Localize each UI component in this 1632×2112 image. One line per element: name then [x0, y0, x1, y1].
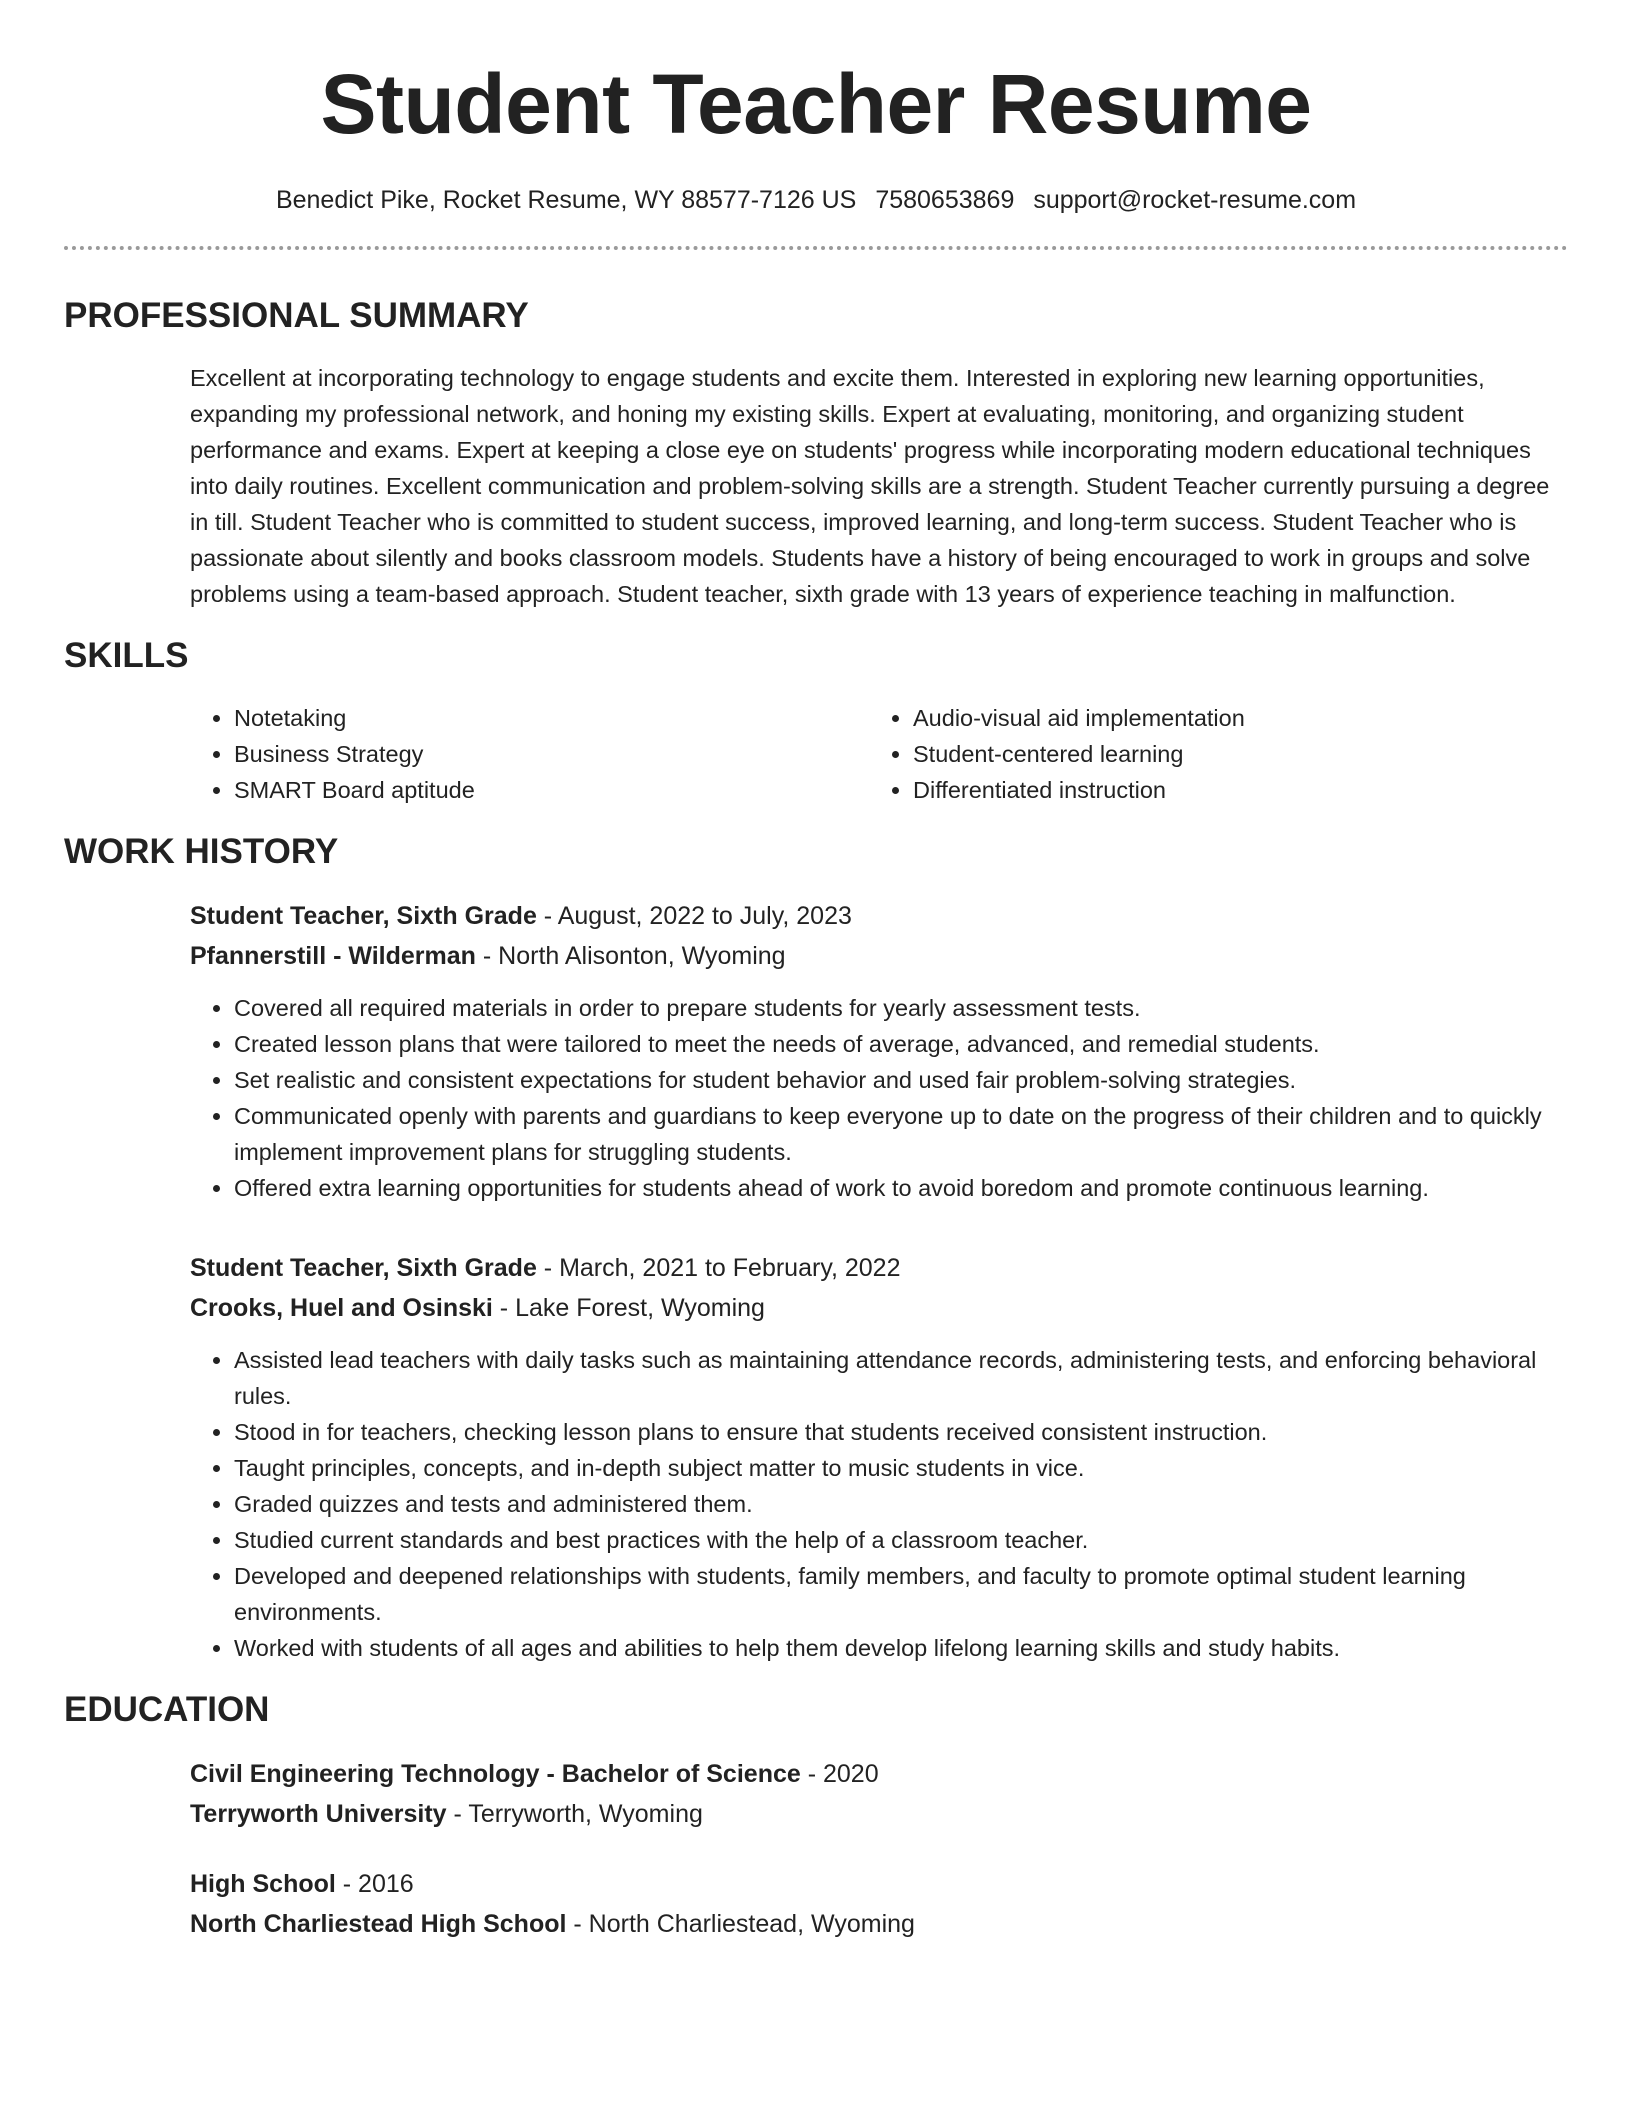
skills-section — [64, 634, 1568, 808]
job-title-line — [190, 896, 1568, 936]
skills-list-right — [869, 700, 1568, 808]
skill-item: • Business Strategy — [234, 736, 869, 772]
job-location: - North Alisonton, Wyoming — [475, 942, 786, 970]
education-school: Terryworth University — [190, 1800, 447, 1828]
work-section — [64, 830, 1568, 1666]
contact-address: Benedict Pike, Rocket Resume, WY 88577-7126 US — [275, 186, 857, 214]
summary-section — [64, 294, 1568, 612]
job-title: Student Teacher, Sixth Grade — [190, 902, 537, 930]
education-degree-line — [190, 1754, 1568, 1794]
education-location: - North Charliestead, Wyoming — [566, 1910, 915, 1938]
education-year: - 2020 — [800, 1760, 879, 1788]
job-company: Pfannerstill - Wilderman — [190, 942, 476, 970]
education-location: - Terryworth, Wyoming — [446, 1800, 703, 1828]
job-duty: • Set realistic and consistent expectations for student behavior and used fair problem-solving strategies. — [234, 1062, 1568, 1098]
job-duty: • Worked with students of all ages and abilities to help them develop lifelong learning skills and study habits. — [234, 1630, 1568, 1666]
education-school: North Charliestead High School — [190, 1910, 567, 1938]
job-dates: - March, 2021 to February, 2022 — [536, 1254, 901, 1282]
job-duties-list — [190, 1342, 1568, 1666]
job-company-line — [190, 936, 1568, 976]
job-duty: • Stood in for teachers, checking lesson plans to ensure that students received consistent instruction. — [234, 1414, 1568, 1450]
job-duty: • Communicated openly with parents and guardians to keep everyone up to date on the progress of their children and to quickly implement improvement plans for struggling students. — [234, 1098, 1568, 1170]
job-duty: • Assisted lead teachers with daily tasks such as maintaining attendance records, administering tests, and enforcing behavioral rules. — [234, 1342, 1568, 1414]
education-entry — [190, 1864, 1568, 1944]
job-duty: • Offered extra learning opportunities for students ahead of work to avoid boredom and promote continuous learning. — [234, 1170, 1568, 1206]
education-degree: High School — [190, 1870, 336, 1898]
job-duty: • Covered all required materials in order to prepare students for yearly assessment tests. — [234, 990, 1568, 1026]
job-duty: • Created lesson plans that were tailored to meet the needs of average, advanced, and remedial students. — [234, 1026, 1568, 1062]
education-degree: Civil Engineering Technology - Bachelor of Science — [190, 1760, 801, 1788]
job-entry — [190, 1248, 1568, 1666]
skills-grid — [190, 700, 1568, 808]
summary-heading: PROFESSIONAL SUMMARY — [64, 296, 529, 335]
education-section — [64, 1688, 1568, 1944]
contact-phone: 7580653869 — [875, 186, 1015, 214]
job-duty: • Studied current standards and best practices with the help of a classroom teacher. — [234, 1522, 1568, 1558]
education-school-line — [190, 1904, 1568, 1944]
work-heading: WORK HISTORY — [64, 832, 339, 871]
education-degree-line — [190, 1864, 1568, 1904]
job-duties-list — [190, 990, 1568, 1206]
header-divider — [64, 246, 1568, 250]
skill-item: • Differentiated instruction — [913, 772, 1568, 808]
skill-item: • SMART Board aptitude — [234, 772, 869, 808]
skill-item: • Audio-visual aid implementation — [913, 700, 1568, 736]
education-entry — [190, 1754, 1568, 1834]
education-heading: EDUCATION — [64, 1690, 270, 1729]
job-duty: • Graded quizzes and tests and administered them. — [234, 1486, 1568, 1522]
job-title: Student Teacher, Sixth Grade — [190, 1254, 537, 1282]
job-dates: - August, 2022 to July, 2023 — [536, 902, 852, 930]
summary-text: Excellent at incorporating technology to engage students and excite them. Interested in exploring new learning opportunities, expanding my professional network, and honing my existing skills. Expert at evaluating, monitoring, and organizing student performance and exams. Expert at keeping a close eye on students' progress while incorporating modern educational techniques into daily routines. Excellent communication and problem-solving skills are a strength. Student Teacher currently pursuing a degree in till. Student Teacher who is committed to student success, improved learning, and long-term success. Student Teacher who is passionate about silently and books classroom models. Students have a history of being encouraged to work in groups and solve problems using a team-based approach. Student teacher, sixth grade with 13 years of experience teaching in malfunction. — [190, 365, 1550, 607]
job-company-line — [190, 1288, 1568, 1328]
skills-heading: SKILLS — [64, 636, 189, 675]
resume-title: Student Teacher Resume — [320, 57, 1312, 151]
job-duty: • Taught principles, concepts, and in-depth subject matter to music students in vice. — [234, 1450, 1568, 1486]
job-company: Crooks, Huel and Osinski — [190, 1294, 493, 1322]
job-entry — [190, 896, 1568, 1206]
job-title-line — [190, 1248, 1568, 1288]
job-duty: • Developed and deepened relationships with students, family members, and faculty to promote optimal student learning environments. — [234, 1558, 1568, 1630]
job-location: - Lake Forest, Wyoming — [492, 1294, 765, 1322]
contact-line — [64, 182, 1568, 218]
skills-list-left — [190, 700, 869, 808]
education-year: - 2016 — [335, 1870, 414, 1898]
contact-email: support@rocket-resume.com — [1033, 186, 1357, 214]
education-school-line — [190, 1794, 1568, 1834]
skill-item: • Notetaking — [234, 700, 869, 736]
skill-item: • Student-centered learning — [913, 736, 1568, 772]
